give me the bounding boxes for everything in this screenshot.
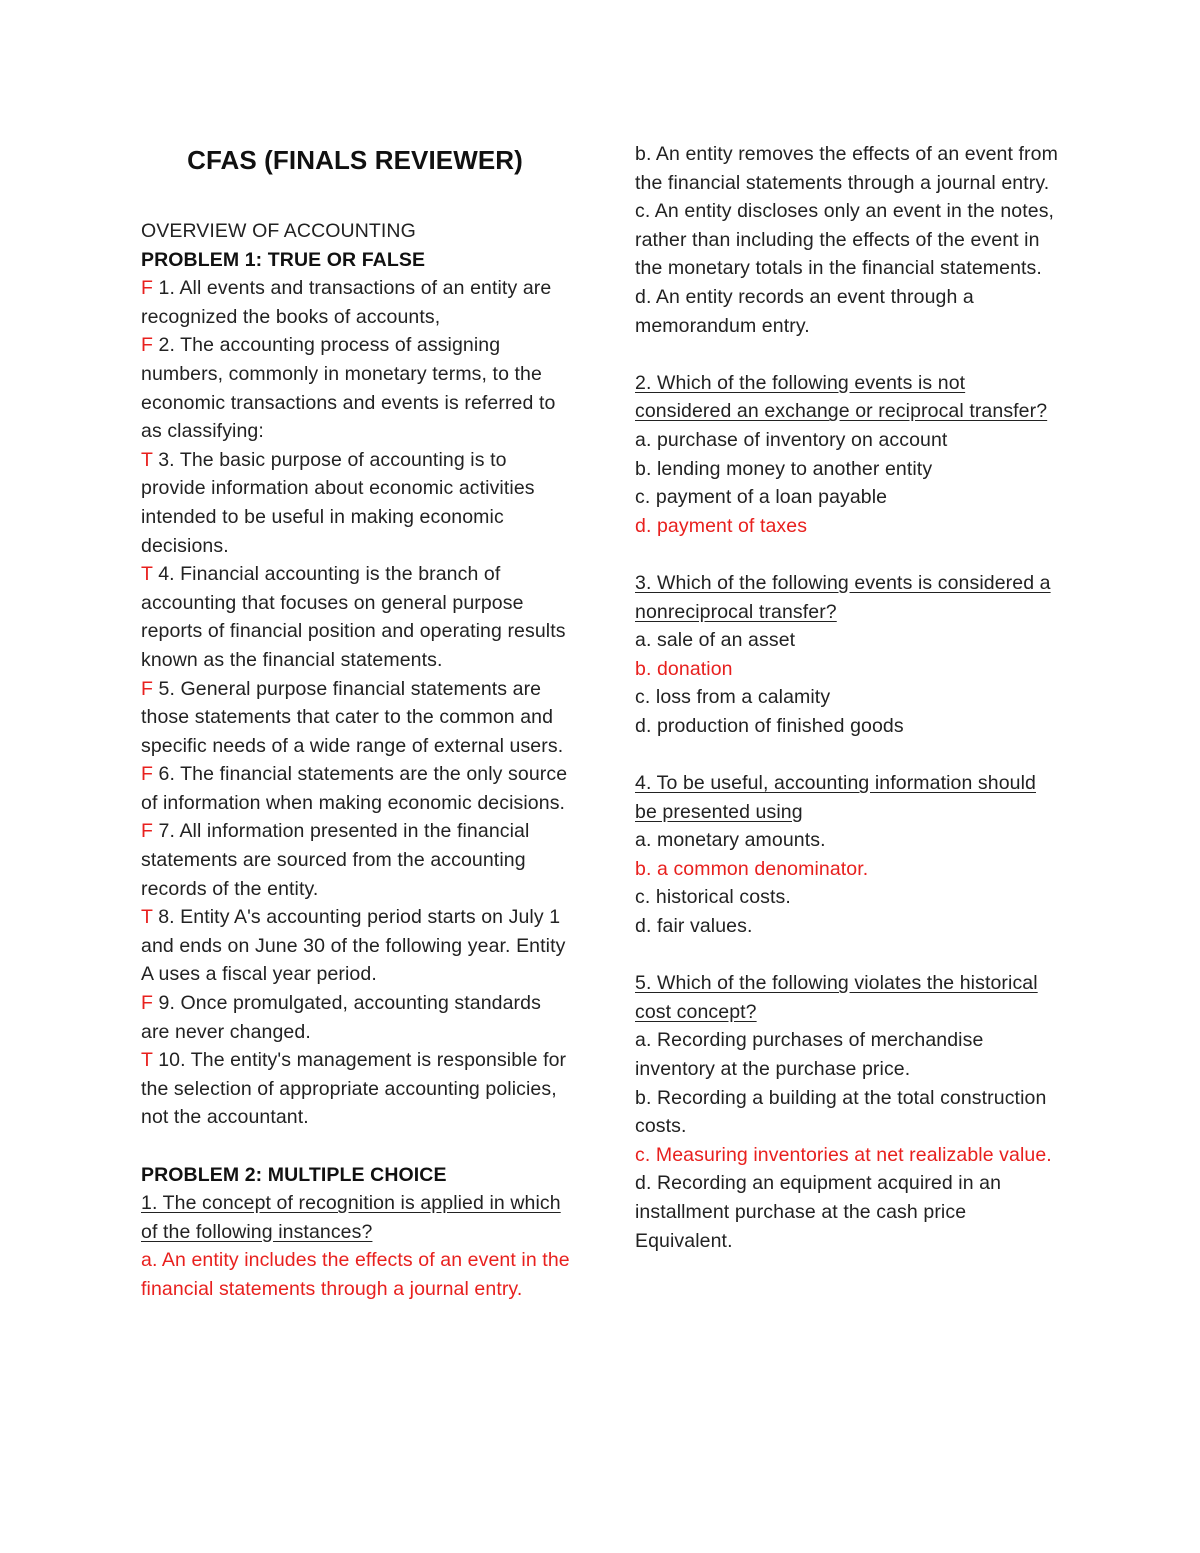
tf-item-text: 2. The accounting process of assigning numbers, commonly in monetary terms, to the economic transactions and events is referred to as classifying:	[141, 334, 556, 443]
tf-answer-mark: T	[141, 1049, 153, 1072]
mc-q3-option-b-answer: b. donation	[635, 657, 733, 680]
mc-q3-option-a: a. sale of an asset	[635, 629, 796, 652]
tf-item	[141, 903, 571, 989]
mc-q2-option-b: b. lending money to another entity	[635, 457, 933, 480]
tf-answer-mark: T	[141, 563, 153, 586]
mc-q1-option-b: b. An entity removes the effects of an event from the financial statements through a journal entry.	[635, 143, 1058, 194]
mc-q2-option-a: a. purchase of inventory on account	[635, 428, 948, 451]
mc-question-2: 2. Which of the following events is not considered an exchange or reciprocal transfer?	[635, 371, 1048, 423]
tf-item	[141, 331, 571, 445]
tf-answer-mark: F	[141, 992, 154, 1015]
right-column	[635, 140, 1060, 1255]
tf-answer-mark: F	[141, 820, 154, 843]
mc-q4-option-a: a. monetary amounts.	[635, 829, 826, 852]
tf-item	[141, 675, 571, 761]
mc-q5-option-b: b. Recording a building at the total construction	[635, 1086, 1047, 1109]
tf-item	[141, 446, 571, 560]
mc-q1-option-a-answer: a. An entity includes the effects of an event in the financial statements through a journal entry.	[141, 1249, 570, 1300]
problem1-heading: PROBLEM 1: TRUE OR FALSE	[141, 248, 426, 271]
tf-answer-mark: F	[141, 677, 154, 700]
tf-answer-mark: F	[141, 334, 154, 357]
tf-item-text: 10. The entity's management is responsible for the selection of appropriate accounting policies, not the accountant.	[141, 1049, 567, 1129]
tf-item-text: 1. All events and transactions of an entity are recognized the books of accounts,	[141, 277, 552, 328]
problem2-heading: PROBLEM 2: MULTIPLE CHOICE	[141, 1163, 447, 1186]
mc-q2-option-d-answer: d. payment of taxes	[635, 514, 808, 537]
mc-q1-option-c: c. An entity discloses only an event in the notes, rather than including the effects of the event in the monetary totals in the financial statements.	[635, 200, 1055, 280]
mc-q5-option-a: a. Recording purchases of merchandise inventory at the purchase price.	[635, 1029, 984, 1080]
mc-question-3: 3. Which of the following events is considered a nonreciprocal transfer?	[635, 571, 1051, 623]
mc-q5-option-d: d. Recording an equipment acquired in an installment purchase at the cash price Equivalent.	[635, 1172, 1002, 1252]
tf-answer-mark: F	[141, 277, 154, 300]
mc-q4-option-d: d. fair values.	[635, 915, 753, 938]
left-column	[141, 140, 571, 1304]
tf-answer-mark: F	[141, 763, 154, 786]
tf-item-text: 9. Once promulgated, accounting standards are never changed.	[141, 992, 541, 1043]
mc-question-1: 1. The concept of recognition is applied in which of the following instances?	[141, 1192, 561, 1243]
tf-item-text: 3. The basic purpose of accounting is to provide information about economic activities intended to be useful in making economic decisions.	[141, 448, 535, 557]
mc-q1-option-d: d. An entity records an event through a memorandum entry.	[635, 285, 974, 337]
document-title: CFAS (FINALS REVIEWER)	[187, 145, 523, 175]
tf-item-text: 7. All information presented in the financial statements are sourced from the accounting records of the entity.	[141, 820, 530, 900]
tf-item	[141, 989, 571, 1046]
mc-q4-option-b-answer: b. a common denominator.	[635, 857, 869, 880]
tf-item	[141, 817, 571, 903]
mc-q4-option-c: c. historical costs.	[635, 886, 791, 909]
tf-item-text: 5. General purpose financial statements are those statements that cater to the common and specific needs of a wide range of external users.	[141, 677, 564, 757]
mc-q2-option-c: c. payment of a loan payable	[635, 486, 888, 509]
mc-q3-option-d: d. production of finished goods	[635, 714, 904, 737]
tf-item-text: 4. Financial accounting is the branch of accounting that focuses on general purpose reports of financial position and operating results known as the financial statements.	[141, 563, 566, 671]
mc-q3-option-c: c. loss from a calamity	[635, 686, 831, 709]
tf-item	[141, 560, 571, 674]
mc-question-5: 5. Which of the following violates the historical cost concept?	[635, 972, 1038, 1023]
tf-item	[141, 760, 571, 817]
mc-q5-option-b-continued: costs.	[635, 1115, 687, 1138]
tf-answer-mark: T	[141, 448, 153, 471]
section-heading: OVERVIEW OF ACCOUNTING	[141, 220, 416, 242]
tf-item	[141, 1046, 571, 1132]
tf-answer-mark: T	[141, 906, 153, 929]
mc-q5-option-c-answer: c. Measuring inventories at net realizable value.	[635, 1143, 1052, 1166]
tf-item	[141, 274, 571, 331]
tf-item-text: 8. Entity A's accounting period starts on July 1 and ends on June 30 of the following year. Entity A uses a fiscal year period.	[141, 906, 566, 986]
tf-item-text: 6. The financial statements are the only source of information when making economic decisions.	[141, 763, 568, 814]
mc-question-4: 4. To be useful, accounting information should be presented using	[635, 772, 1036, 823]
